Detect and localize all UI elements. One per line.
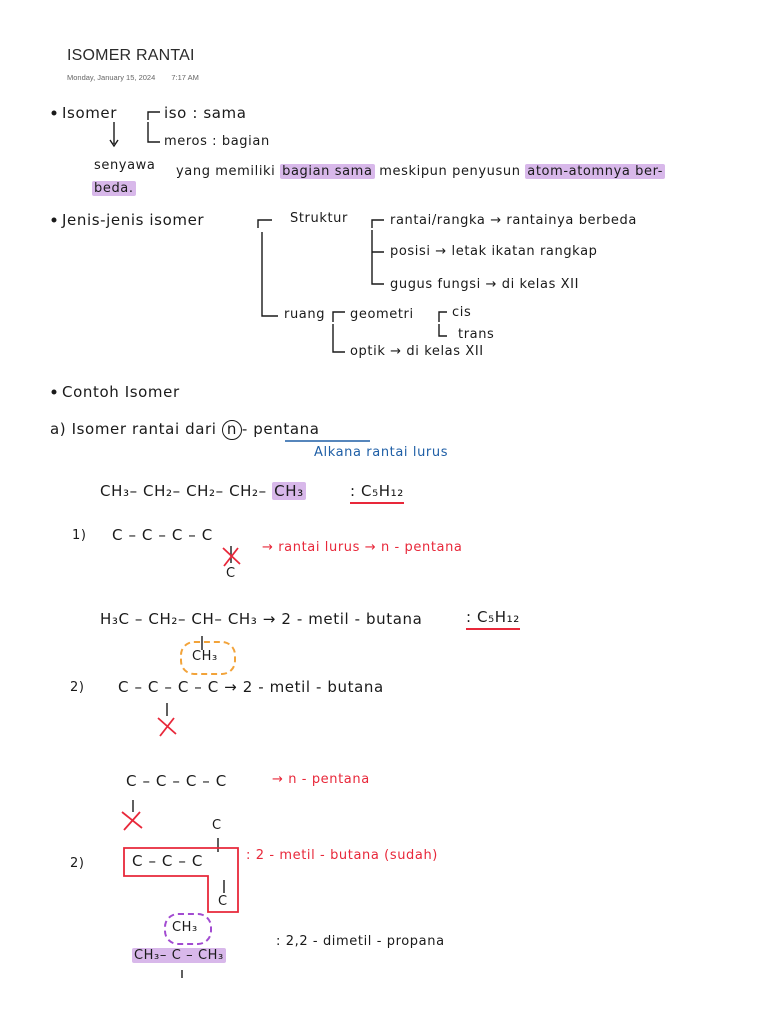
ruang-label: ruang bbox=[284, 307, 326, 322]
number-1: 1) bbox=[72, 528, 87, 543]
highlight-atom: atom-atomnya ber- bbox=[527, 164, 664, 179]
page-time: 7:17 AM bbox=[171, 73, 199, 82]
gugus-item: gugus fungsi → di kelas XII bbox=[390, 277, 580, 292]
definition-end bbox=[92, 181, 136, 196]
rantai-item: rantai/rangka → rantainya berbeda bbox=[390, 213, 637, 228]
definition-part-1: yang memiliki bbox=[176, 164, 276, 179]
dimetil-formula bbox=[132, 948, 226, 963]
jenis-isomer-heading: Jenis-jenis isomer bbox=[62, 211, 205, 229]
chain-1: C – C – C – C bbox=[112, 526, 213, 544]
geometri-label: geometri bbox=[350, 307, 414, 322]
page-timestamp bbox=[67, 73, 199, 82]
chain-4-bottom-branch: C bbox=[218, 894, 228, 909]
c5h12-underlined-2: : C₅H₁₂ bbox=[466, 608, 520, 630]
c5h12-underlined: : C₅H₁₂ bbox=[350, 482, 404, 504]
chain-4-top-branch: C bbox=[212, 818, 222, 833]
definition-line bbox=[176, 164, 665, 179]
ch3-branch: CH₃ bbox=[192, 649, 218, 664]
posisi-item: posisi → letak ikatan rangkap bbox=[390, 244, 598, 259]
metil-butana-formula: H₃C – CH₂– CH– CH₃ → 2 - metil - butana bbox=[100, 610, 423, 628]
number-2: 2) bbox=[70, 680, 85, 695]
definition-part-2: meskipun penyusun bbox=[379, 164, 521, 179]
highlight-dimetil-formula: CH₃– C – CH₃ bbox=[134, 948, 224, 963]
highlight-ch3: CH₃ bbox=[274, 482, 304, 500]
struktur-label: Struktur bbox=[290, 211, 348, 226]
optik-item: optik → di kelas XII bbox=[350, 344, 484, 359]
ch3-branch-2: CH₃ bbox=[172, 920, 198, 935]
highlight-bagian-sama: bagian sama bbox=[282, 164, 373, 179]
number-3: 2) bbox=[70, 856, 85, 871]
chain-3: C – C – C – C bbox=[126, 772, 227, 790]
bullet-isomer: Isomer bbox=[62, 104, 118, 122]
cis-label: cis bbox=[452, 305, 472, 320]
dimetil-propana-note: : 2,2 - dimetil - propana bbox=[276, 934, 445, 949]
molecular-formula-1 bbox=[350, 482, 404, 500]
section-a-label: a) Isomer rantai dari bbox=[50, 420, 217, 438]
senyawa-text: senyawa bbox=[94, 158, 156, 173]
molecular-formula-2 bbox=[466, 608, 520, 626]
chain-2: C – C – C – C → 2 - metil - butana bbox=[118, 678, 384, 696]
alkana-note: Alkana rantai lurus bbox=[314, 445, 449, 460]
n-pentana-note: → n - pentana bbox=[272, 772, 370, 787]
section-a-heading bbox=[50, 420, 320, 440]
pentana-formula-body: CH₃– CH₂– CH₂– CH₂– bbox=[100, 482, 267, 500]
pentana-formula bbox=[100, 482, 306, 500]
contoh-heading: Contoh Isomer bbox=[62, 383, 180, 401]
n-circled: n bbox=[222, 420, 242, 440]
iso-definition: iso : sama bbox=[164, 104, 247, 122]
highlight-beda: beda. bbox=[94, 181, 134, 196]
trans-label: trans bbox=[458, 327, 495, 342]
chain-4: C – C – C bbox=[132, 852, 203, 870]
pentana-label: - pentana bbox=[241, 420, 320, 438]
page-date: Monday, January 15, 2024 bbox=[67, 73, 156, 82]
page-title: ISOMER RANTAI bbox=[67, 47, 195, 64]
chain-1-branch: C bbox=[226, 566, 236, 581]
rantai-lurus-note: → rantai lurus → n - pentana bbox=[262, 540, 463, 555]
meros-definition: meros : bagian bbox=[164, 134, 270, 149]
sudah-note: : 2 - metil - butana (sudah) bbox=[246, 848, 438, 863]
